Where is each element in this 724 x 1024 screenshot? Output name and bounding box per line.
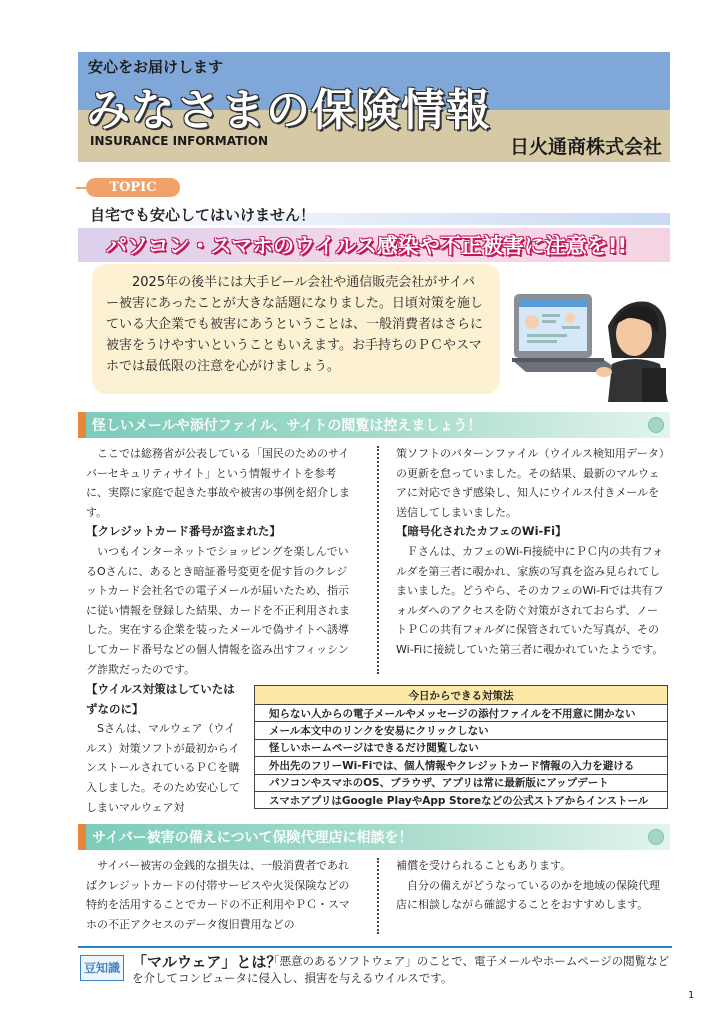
header-subtitle: INSURANCE INFORMATION xyxy=(90,134,268,148)
trivia-badge: 豆知識 xyxy=(80,955,124,981)
table-header: 今日からできる対策法 xyxy=(255,686,668,705)
case2-title: 【ウイルス対策はしていたはずなのに】 xyxy=(86,682,235,716)
headline: パソコン・スマホのウイルス感染や不正被害に注意を!! xyxy=(106,234,628,258)
section-title: サイバー被害の備えについて保険代理店に相談を！ xyxy=(92,830,413,846)
case3-title: 【暗号化されたカフェのWi-Fi】 xyxy=(396,524,567,539)
topic-badge: TOPIC xyxy=(86,178,180,197)
intro-box xyxy=(92,264,500,394)
case2-text: Sさんは、マルウェア（ウイルス）対策ソフトが最初からインストールされているＰＣを購入しました。そのため安心してしまいマルウェア対 xyxy=(86,722,240,814)
circle-icon xyxy=(648,417,664,433)
topic-line xyxy=(76,187,86,189)
section-header-suspicious-mail xyxy=(78,412,670,438)
section1-intro: ここでは総務省が公表している「国民のためのサイバーセキュリティサイト」という情報サイトを参考に、実際に家庭で起きた事故や被害の事例を紹介します。 xyxy=(86,447,350,519)
company-name: 日火通商株式会社 xyxy=(509,136,662,158)
table-row: スマホアプリはGoogle PlayやApp Storeなどの公式ストアからインストール xyxy=(255,791,668,808)
newsletter-header xyxy=(78,52,670,162)
table-row: 外出先のフリーWi-Fiでは、個人情報やクレジットカード情報の入力を避ける xyxy=(255,757,668,774)
person-icon xyxy=(596,302,668,403)
case2-column xyxy=(86,680,244,817)
section-title: 怪しいメールや添付ファイル、サイトの閲覧は控えましょう！ xyxy=(92,418,482,434)
page-number: 1 xyxy=(688,990,695,1001)
case1-title: 【クレジットカード番号が盗まれた】 xyxy=(86,524,281,539)
section2-right-text-1: 補償を受けられることもあります。 xyxy=(396,859,572,872)
circle-icon xyxy=(648,829,664,845)
trivia-text: 「悪意のあるソフトウェア」のことで、電子メールやホームページの閲覧などを介してコンピュータに侵入し、損害を与えるウイルスです。 xyxy=(132,954,670,985)
trivia-title: 「マルウェア」とは？ xyxy=(132,953,282,971)
section-header-consult-agent xyxy=(78,824,670,850)
section2-left-column xyxy=(86,856,358,934)
table-row: 怪しいホームページはできるだけ閲覧しない xyxy=(255,739,668,756)
column-divider xyxy=(377,446,379,674)
table-row: メール本文中のリンクを安易にクリックしない xyxy=(255,722,668,739)
header-tagline: 安心をお届けします xyxy=(88,58,224,76)
case2-continued: 策ソフトのパターンファイル（ウイルス検知用データ）の更新を怠っていました。その結果、最新のマルウェアに対応できず感染し、知人にウイルス付きメールを送信してしまいました。 xyxy=(396,447,665,519)
table-row: パソコンやスマホのOS、ブラウザ、アプリは常に最新版にアップデート xyxy=(255,774,668,791)
laptop-icon xyxy=(512,294,622,372)
section2-left-text: サイバー被害の金銭的な損失は、一般消費者であればクレジットカードの付帯サービスや火災保険などの特約を活用することでカードの不正利用やＰＣ・スマホの不正アクセスのデータ復旧費用などの xyxy=(86,859,350,931)
section1-right-column xyxy=(396,444,668,660)
column-divider xyxy=(377,858,379,934)
case3-text: Ｆさんは、カフェのWi-Fi接続中にＰＣ内の共有フォルダを第三者に覗かれ、家族の写真を盗み見られてしまいました。どうやら、そのカフェのWi-Fiでは共有フォルダへのアクセスを防ぐ対策がされておらず、ノートＰＣの共有フォルダに保管されていた写真が、そのWi-Fiに接続していた第三者に覗かれていたようです。 xyxy=(396,544,664,656)
countermeasure-table xyxy=(254,685,668,809)
person-laptop-illustration xyxy=(512,268,670,402)
table-row: 知らない人からの電子メールやメッセージの添付ファイルを不用意に開かない xyxy=(255,705,668,722)
case1-text: いつもインターネットでショッピングを楽しんでいるOさんに、あるとき暗証番号変更を促す旨のクレジットカード会社名での電子メールが届いたため、指示に従い情報を登録した結果、カードを不正利用されました。実在する企業を装ったメールで偽サイトへ誘導してカード番号などの個人情報を盗み出すフィッシング詐欺だったのです。 xyxy=(86,544,350,676)
section2-right-text-2: 自分の備えがどうなっているのかを地域の保険代理店に相談しながら確認することをおすすめします。 xyxy=(396,878,660,912)
footer-rule xyxy=(78,946,672,948)
page-title: みなさまの保険情報 xyxy=(86,85,491,136)
section1-left-column xyxy=(86,444,358,679)
topic-subtitle: 自宅でも安心してはいけません！ xyxy=(90,206,316,224)
section2-right-column xyxy=(396,856,668,915)
intro-text: 2025年の後半には大手ビール会社や通信販売会社がサイバー被害にあったことが大きな話題になりました。日頃対策を施している大企業でも被害にあうということは、一般消費者はさらに被害をうけやすいということもいえます。お手持ちのＰＣやスマホでは最低限の注意を心がけましょう。 xyxy=(106,275,484,374)
